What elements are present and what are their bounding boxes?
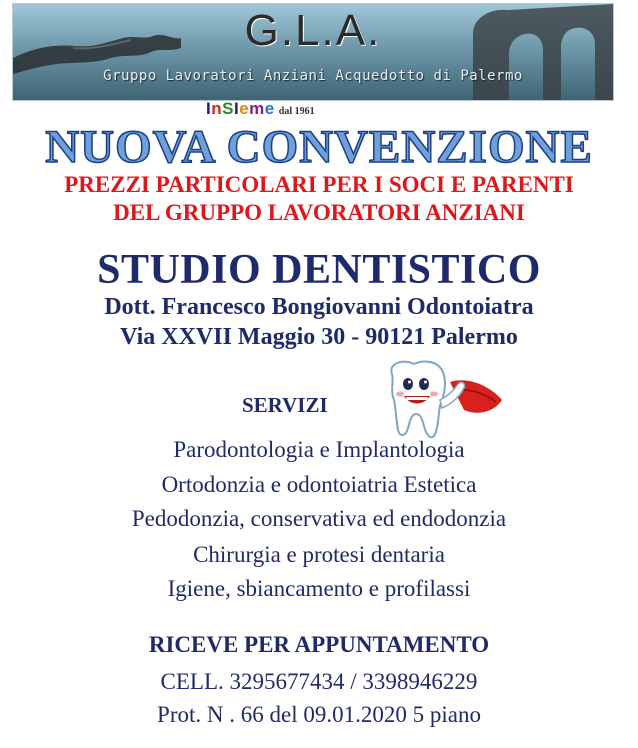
insieme-letter: e [239,99,250,118]
protocol-info: Prot. N . 66 del 09.01.2020 5 piano [157,702,481,727]
service-item: Parodontologia e Implantologia [173,437,465,462]
insieme-letter: S [222,99,234,118]
headline: NUOVA CONVENZIONE [45,121,593,173]
service-item: Chirurgia e protesi dentaria [193,542,445,567]
banner-title: G.L.A. [244,6,382,55]
doctor-name: Dott. Francesco Bongiovanni Odontoiatra [104,294,534,320]
insieme-letter: I [233,99,240,118]
appointment-heading: RICEVE PER APPUNTAMENTO [148,632,490,657]
services-heading: SERVIZI [242,393,328,417]
phone-numbers: CELL. 3295677434 / 3398946229 [160,669,478,694]
insieme-letter: I [206,99,212,118]
offer-line-1: PREZZI PARTICOLARI PER I SOCI E PARENTI [64,172,574,197]
gla-banner [12,3,614,101]
insieme-letter: n [211,99,223,118]
service-item: Pedodonzia, conservativa ed endodonzia [131,506,507,531]
studio-name: STUDIO DENTISTICO [97,247,541,293]
insieme-letter: e [264,99,275,118]
insieme-since: dal 1961 [278,106,315,117]
studio-address: Via XXVII Maggio 30 - 90121 Palermo [120,324,518,350]
insieme-letter: m [249,99,265,118]
tooth-mascot-icon [378,360,503,440]
banner-subtitle: Gruppo Lavoratori Anziani Acquedotto di Palermo [103,68,523,84]
offer-line-2: DEL GRUPPO LAVORATORI ANZIANI [113,200,525,225]
service-item: Ortodonzia e odontoiatria Estetica [161,472,477,497]
service-item: Igiene, sbiancamento e profilassi [167,576,471,601]
insieme-wordmark [206,99,275,118]
